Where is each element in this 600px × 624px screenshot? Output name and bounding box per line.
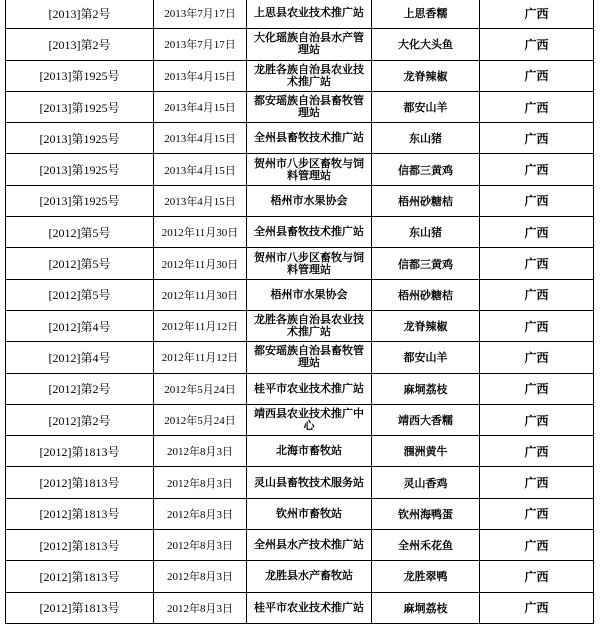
organization-cell: 贺州市八步区畜牧与饲料管理站 [247,248,372,279]
table-row [6,279,594,310]
province-cell: 广西 [480,29,594,60]
organization-cell: 大化瑶族自治县水产管理站 [247,29,372,60]
date-cell: 2012年11月30日 [154,279,247,310]
document-number-cell: [2013]第1925号 [6,60,154,91]
registration-table [5,0,594,624]
table-body [6,0,594,623]
product-cell: 信都三黄鸡 [372,248,480,279]
table-row [6,436,594,467]
document-number-cell: [2013]第2号 [6,29,154,60]
product-cell: 都安山羊 [372,342,480,373]
document-number-cell: [2012]第1813号 [6,436,154,467]
product-cell: 梧州砂糖桔 [372,185,480,216]
table-row [6,123,594,154]
document-number-cell: [2012]第1813号 [6,561,154,592]
document-number-cell: [2012]第5号 [6,217,154,248]
table-row [6,561,594,592]
organization-cell: 龙胜县水产畜牧站 [247,561,372,592]
table-row [6,217,594,248]
document-number-cell: [2013]第1925号 [6,91,154,122]
date-cell: 2012年11月30日 [154,217,247,248]
province-cell: 广西 [480,217,594,248]
province-cell: 广西 [480,60,594,91]
date-cell: 2012年8月3日 [154,436,247,467]
table-row [6,29,594,60]
product-cell: 东山猪 [372,123,480,154]
product-cell: 龙脊辣椒 [372,310,480,341]
province-cell: 广西 [480,592,594,623]
product-cell: 都安山羊 [372,91,480,122]
organization-cell: 桂平市农业技术推广站 [247,373,372,404]
province-cell: 广西 [480,404,594,435]
organization-cell: 龙胜各族自治县农业技术推广站 [247,60,372,91]
date-cell: 2012年8月3日 [154,561,247,592]
table-row [6,342,594,373]
organization-cell: 全州县水产技术推广站 [247,530,372,561]
table-row [6,0,594,29]
date-cell: 2012年8月3日 [154,467,247,498]
product-cell: 涠洲黄牛 [372,436,480,467]
province-cell: 广西 [480,91,594,122]
product-cell: 钦州海鸭蛋 [372,498,480,529]
organization-cell: 梧州市水果协会 [247,279,372,310]
date-cell: 2013年4月15日 [154,123,247,154]
province-cell: 广西 [480,436,594,467]
product-cell: 上思香糯 [372,0,480,29]
organization-cell: 北海市畜牧站 [247,436,372,467]
table-row [6,373,594,404]
organization-cell: 灵山县畜牧技术服务站 [247,467,372,498]
table-row [6,530,594,561]
province-cell: 广西 [480,248,594,279]
table-row [6,592,594,623]
date-cell: 2012年11月12日 [154,310,247,341]
organization-cell: 靖西县农业技术推广中心 [247,404,372,435]
table-row [6,185,594,216]
date-cell: 2012年8月3日 [154,498,247,529]
document-number-cell: [2012]第2号 [6,404,154,435]
province-cell: 广西 [480,373,594,404]
product-cell: 麻垌荔枝 [372,592,480,623]
province-cell: 广西 [480,498,594,529]
table-row [6,498,594,529]
organization-cell: 桂平市农业技术推广站 [247,592,372,623]
table-row [6,467,594,498]
date-cell: 2012年5月24日 [154,404,247,435]
date-cell: 2013年4月15日 [154,154,247,185]
date-cell: 2013年4月15日 [154,91,247,122]
date-cell: 2012年8月3日 [154,530,247,561]
document-number-cell: [2012]第1813号 [6,498,154,529]
date-cell: 2012年8月3日 [154,592,247,623]
province-cell: 广西 [480,123,594,154]
date-cell: 2013年4月15日 [154,60,247,91]
product-cell: 龙脊辣椒 [372,60,480,91]
province-cell: 广西 [480,185,594,216]
table-row [6,154,594,185]
date-cell: 2013年7月17日 [154,29,247,60]
date-cell: 2012年11月30日 [154,248,247,279]
table-row [6,248,594,279]
date-cell: 2012年5月24日 [154,373,247,404]
document-number-cell: [2012]第5号 [6,279,154,310]
document-number-cell: [2013]第1925号 [6,154,154,185]
product-cell: 全州禾花鱼 [372,530,480,561]
product-cell: 信都三黄鸡 [372,154,480,185]
product-cell: 东山猪 [372,217,480,248]
organization-cell: 钦州市畜牧站 [247,498,372,529]
province-cell: 广西 [480,310,594,341]
province-cell: 广西 [480,0,594,29]
province-cell: 广西 [480,530,594,561]
document-number-cell: [2012]第5号 [6,248,154,279]
province-cell: 广西 [480,154,594,185]
table-row [6,310,594,341]
table-row [6,91,594,122]
organization-cell: 梧州市水果协会 [247,185,372,216]
product-cell: 麻垌荔枝 [372,373,480,404]
date-cell: 2013年4月15日 [154,185,247,216]
province-cell: 广西 [480,467,594,498]
document-number-cell: [2012]第1813号 [6,592,154,623]
date-cell: 2012年11月12日 [154,342,247,373]
document-number-cell: [2012]第1813号 [6,530,154,561]
document-number-cell: [2012]第1813号 [6,467,154,498]
product-cell: 靖西大香糯 [372,404,480,435]
document-number-cell: [2012]第4号 [6,342,154,373]
document-number-cell: [2013]第2号 [6,0,154,29]
organization-cell: 贺州市八步区畜牧与饲料管理站 [247,154,372,185]
product-cell: 梧州砂糖桔 [372,279,480,310]
document-number-cell: [2012]第4号 [6,310,154,341]
organization-cell: 上思县农业技术推广站 [247,0,372,29]
organization-cell: 都安瑶族自治县畜牧管理站 [247,91,372,122]
table-row [6,60,594,91]
province-cell: 广西 [480,342,594,373]
product-cell: 大化大头鱼 [372,29,480,60]
product-cell: 龙胜翠鸭 [372,561,480,592]
date-cell: 2013年7月17日 [154,0,247,29]
organization-cell: 龙胜各族自治县农业技术推广站 [247,310,372,341]
organization-cell: 全州县畜牧技术推广站 [247,217,372,248]
document-number-cell: [2012]第2号 [6,373,154,404]
province-cell: 广西 [480,279,594,310]
province-cell: 广西 [480,561,594,592]
document-number-cell: [2013]第1925号 [6,123,154,154]
registration-table-container [5,0,593,624]
table-row [6,404,594,435]
organization-cell: 全州县畜牧技术推广站 [247,123,372,154]
document-number-cell: [2013]第1925号 [6,185,154,216]
product-cell: 灵山香鸡 [372,467,480,498]
organization-cell: 都安瑶族自治县畜牧管理站 [247,342,372,373]
